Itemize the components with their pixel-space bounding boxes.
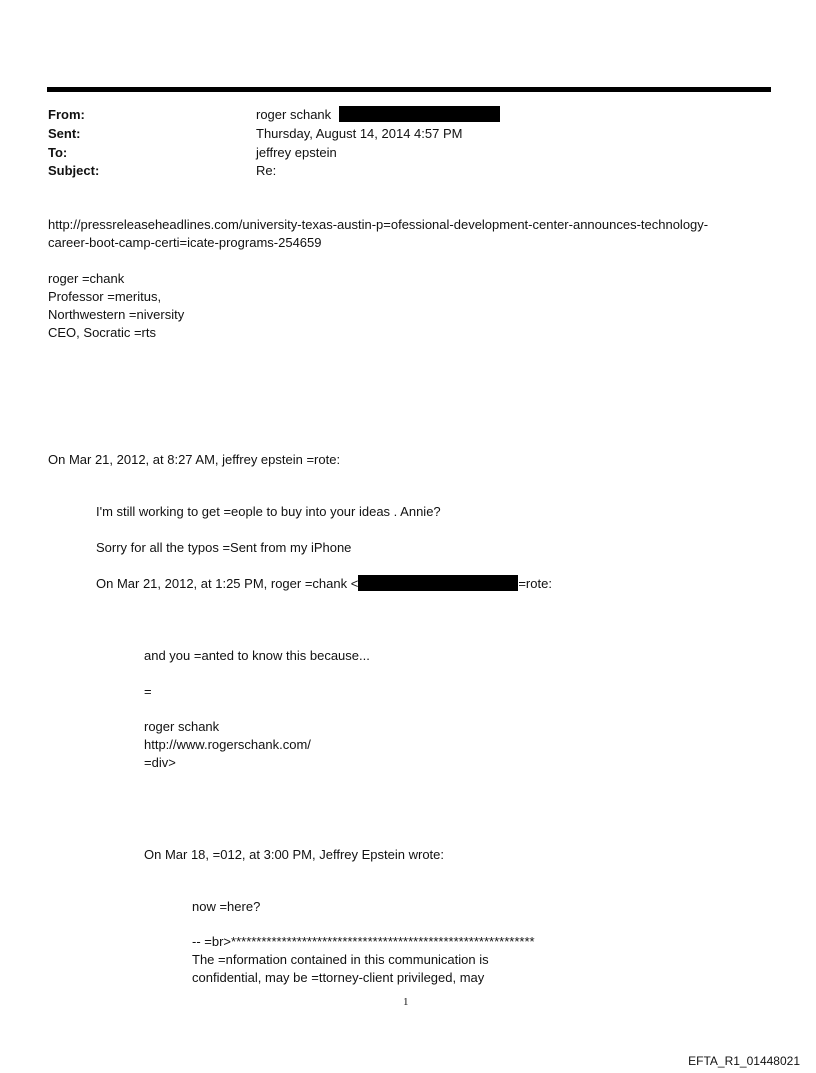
document-id: EFTA_R1_01448021 — [688, 1054, 800, 1068]
signature-title: Professor =meritus, — [48, 289, 162, 304]
from-value — [256, 106, 500, 123]
sent-value: Thursday, August 14, 2014 4:57 PM — [256, 126, 463, 141]
quote2-line1: and you =anted to know this because... — [144, 648, 370, 663]
disclaimer-line2: The =nformation contained in this communication is — [192, 952, 489, 967]
quote2-signature-tag: =div> — [144, 755, 176, 770]
quote3-line1: now =here? — [192, 899, 261, 914]
subject-value: Re: — [256, 163, 277, 178]
quote2-signature-name: roger schank — [144, 719, 220, 734]
quote1-line2: Sorry for all the typos =Sent from my iPhone — [96, 540, 352, 555]
signature-university: Northwestern =niversity — [48, 307, 185, 322]
page-number: 1 — [403, 996, 409, 1008]
disclaimer-line1: -- =br>************************************************************ — [192, 934, 535, 949]
quote1-header: On Mar 21, 2012, at 8:27 AM, jeffrey epstein =rote: — [48, 452, 341, 467]
to-label: To: — [48, 145, 68, 160]
quote2-header-end: =rote: — [518, 576, 552, 591]
quote2-header-start: On Mar 21, 2012, at 1:25 PM, roger =chank < — [96, 576, 359, 591]
press-release-link-line1: http://pressreleaseheadlines.com/university-texas-austin-p=ofessional-development-center-announces-technology- — [48, 217, 709, 232]
from-name: roger schank — [256, 107, 332, 122]
quote1-line1: I'm still working to get =eople to buy into your ideas . Annie? — [96, 504, 441, 519]
quote2-signature-url: http://www.rogerschank.com/ — [144, 737, 311, 752]
disclaimer-line3: confidential, may be =ttorney-client privileged, may — [192, 970, 485, 985]
sent-label: Sent: — [48, 126, 81, 141]
redaction-block — [339, 106, 500, 122]
redaction-block — [358, 575, 518, 591]
press-release-link-line2: career-boot-camp-certi=icate-programs-254659 — [48, 235, 322, 250]
quote2-header — [96, 575, 552, 592]
from-label: From: — [48, 107, 85, 122]
subject-label: Subject: — [48, 163, 100, 178]
quote2-line2: = — [144, 684, 152, 699]
signature-company: CEO, Socratic =rts — [48, 325, 156, 340]
quote3-header: On Mar 18, =012, at 3:00 PM, Jeffrey Epstein wrote: — [144, 847, 444, 862]
header-rule — [47, 87, 771, 92]
to-value: jeffrey epstein — [256, 145, 337, 160]
signature-name: roger =chank — [48, 271, 125, 286]
